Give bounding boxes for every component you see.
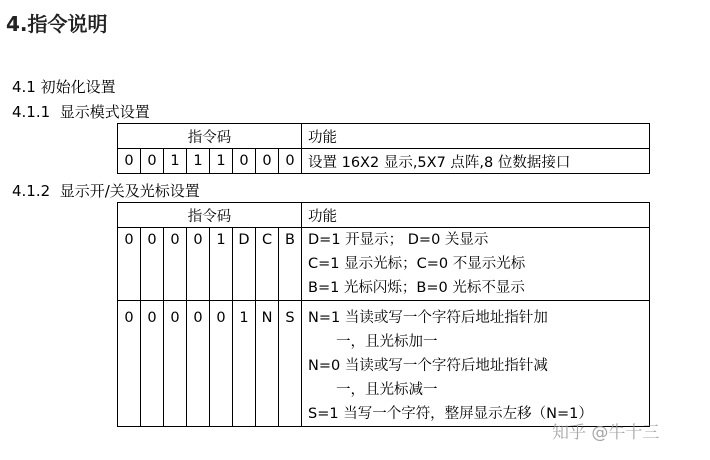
bit-cell: 0 <box>141 301 164 427</box>
bit-cell: 0 <box>141 149 164 174</box>
table-row <box>118 228 650 301</box>
bit-cell: 0 <box>164 228 187 301</box>
bit-cell: 0 <box>118 149 141 174</box>
display-mode-table <box>117 123 650 174</box>
bit-cell: 1 <box>210 149 233 174</box>
function-cell <box>302 228 650 301</box>
table-header-row <box>118 124 650 149</box>
bit-cell: 0 <box>187 228 210 301</box>
header-function: 功能 <box>302 203 650 228</box>
bit-cell: 0 <box>256 149 279 174</box>
header-function: 功能 <box>302 124 650 149</box>
bit-cell: 0 <box>118 301 141 427</box>
function-line: S=1 当写一个字符，整屏显示左移（N=1） <box>308 406 593 422</box>
bit-cell: C <box>256 228 279 301</box>
header-instruction-code: 指令码 <box>118 124 302 149</box>
bit-cell: 1 <box>210 228 233 301</box>
page-title: 4.指令说明 <box>6 12 108 36</box>
bit-cell: 0 <box>279 149 302 174</box>
zhihu-watermark: 知乎 @牛十三 <box>552 423 660 443</box>
function-line: 一，且光标减一 <box>336 382 438 398</box>
function-cell: 设置 16X2 显示,5X7 点阵,8 位数据接口 <box>302 149 650 174</box>
bit-cell: 0 <box>210 301 233 427</box>
section-heading-4-1-2: 4.1.2 显示开/关及光标设置 <box>12 182 200 200</box>
bit-cell: N <box>256 301 279 427</box>
bit-cell: 0 <box>164 301 187 427</box>
bit-cell: 0 <box>118 228 141 301</box>
bit-cell: B <box>279 228 302 301</box>
bit-cell: S <box>279 301 302 427</box>
bit-cell: 1 <box>233 301 256 427</box>
table-row <box>118 149 650 174</box>
bit-cell: 0 <box>187 301 210 427</box>
bit-cell: 0 <box>141 228 164 301</box>
function-line: D=1 开显示； D=0 关显示 <box>308 232 489 248</box>
bit-cell: 1 <box>187 149 210 174</box>
display-onoff-cursor-table <box>117 202 650 427</box>
table-row <box>118 301 650 427</box>
function-cell <box>302 301 650 427</box>
header-instruction-code: 指令码 <box>118 203 302 228</box>
function-line: 一，且光标加一 <box>336 334 438 350</box>
table-header-row <box>118 203 650 228</box>
section-heading-4-1-1: 4.1.1 显示模式设置 <box>12 103 150 121</box>
function-line: N=1 当读或写一个字符后地址指针加 <box>308 310 548 326</box>
function-line: C=1 显示光标；C=0 不显示光标 <box>308 256 526 272</box>
section-heading-4-1: 4.1 初始化设置 <box>12 78 116 96</box>
bit-cell: 1 <box>164 149 187 174</box>
function-line: B=1 光标闪烁；B=0 光标不显示 <box>308 280 525 296</box>
function-line: N=0 当读或写一个字符后地址指针减 <box>308 358 548 374</box>
bit-cell: 0 <box>233 149 256 174</box>
bit-cell: D <box>233 228 256 301</box>
